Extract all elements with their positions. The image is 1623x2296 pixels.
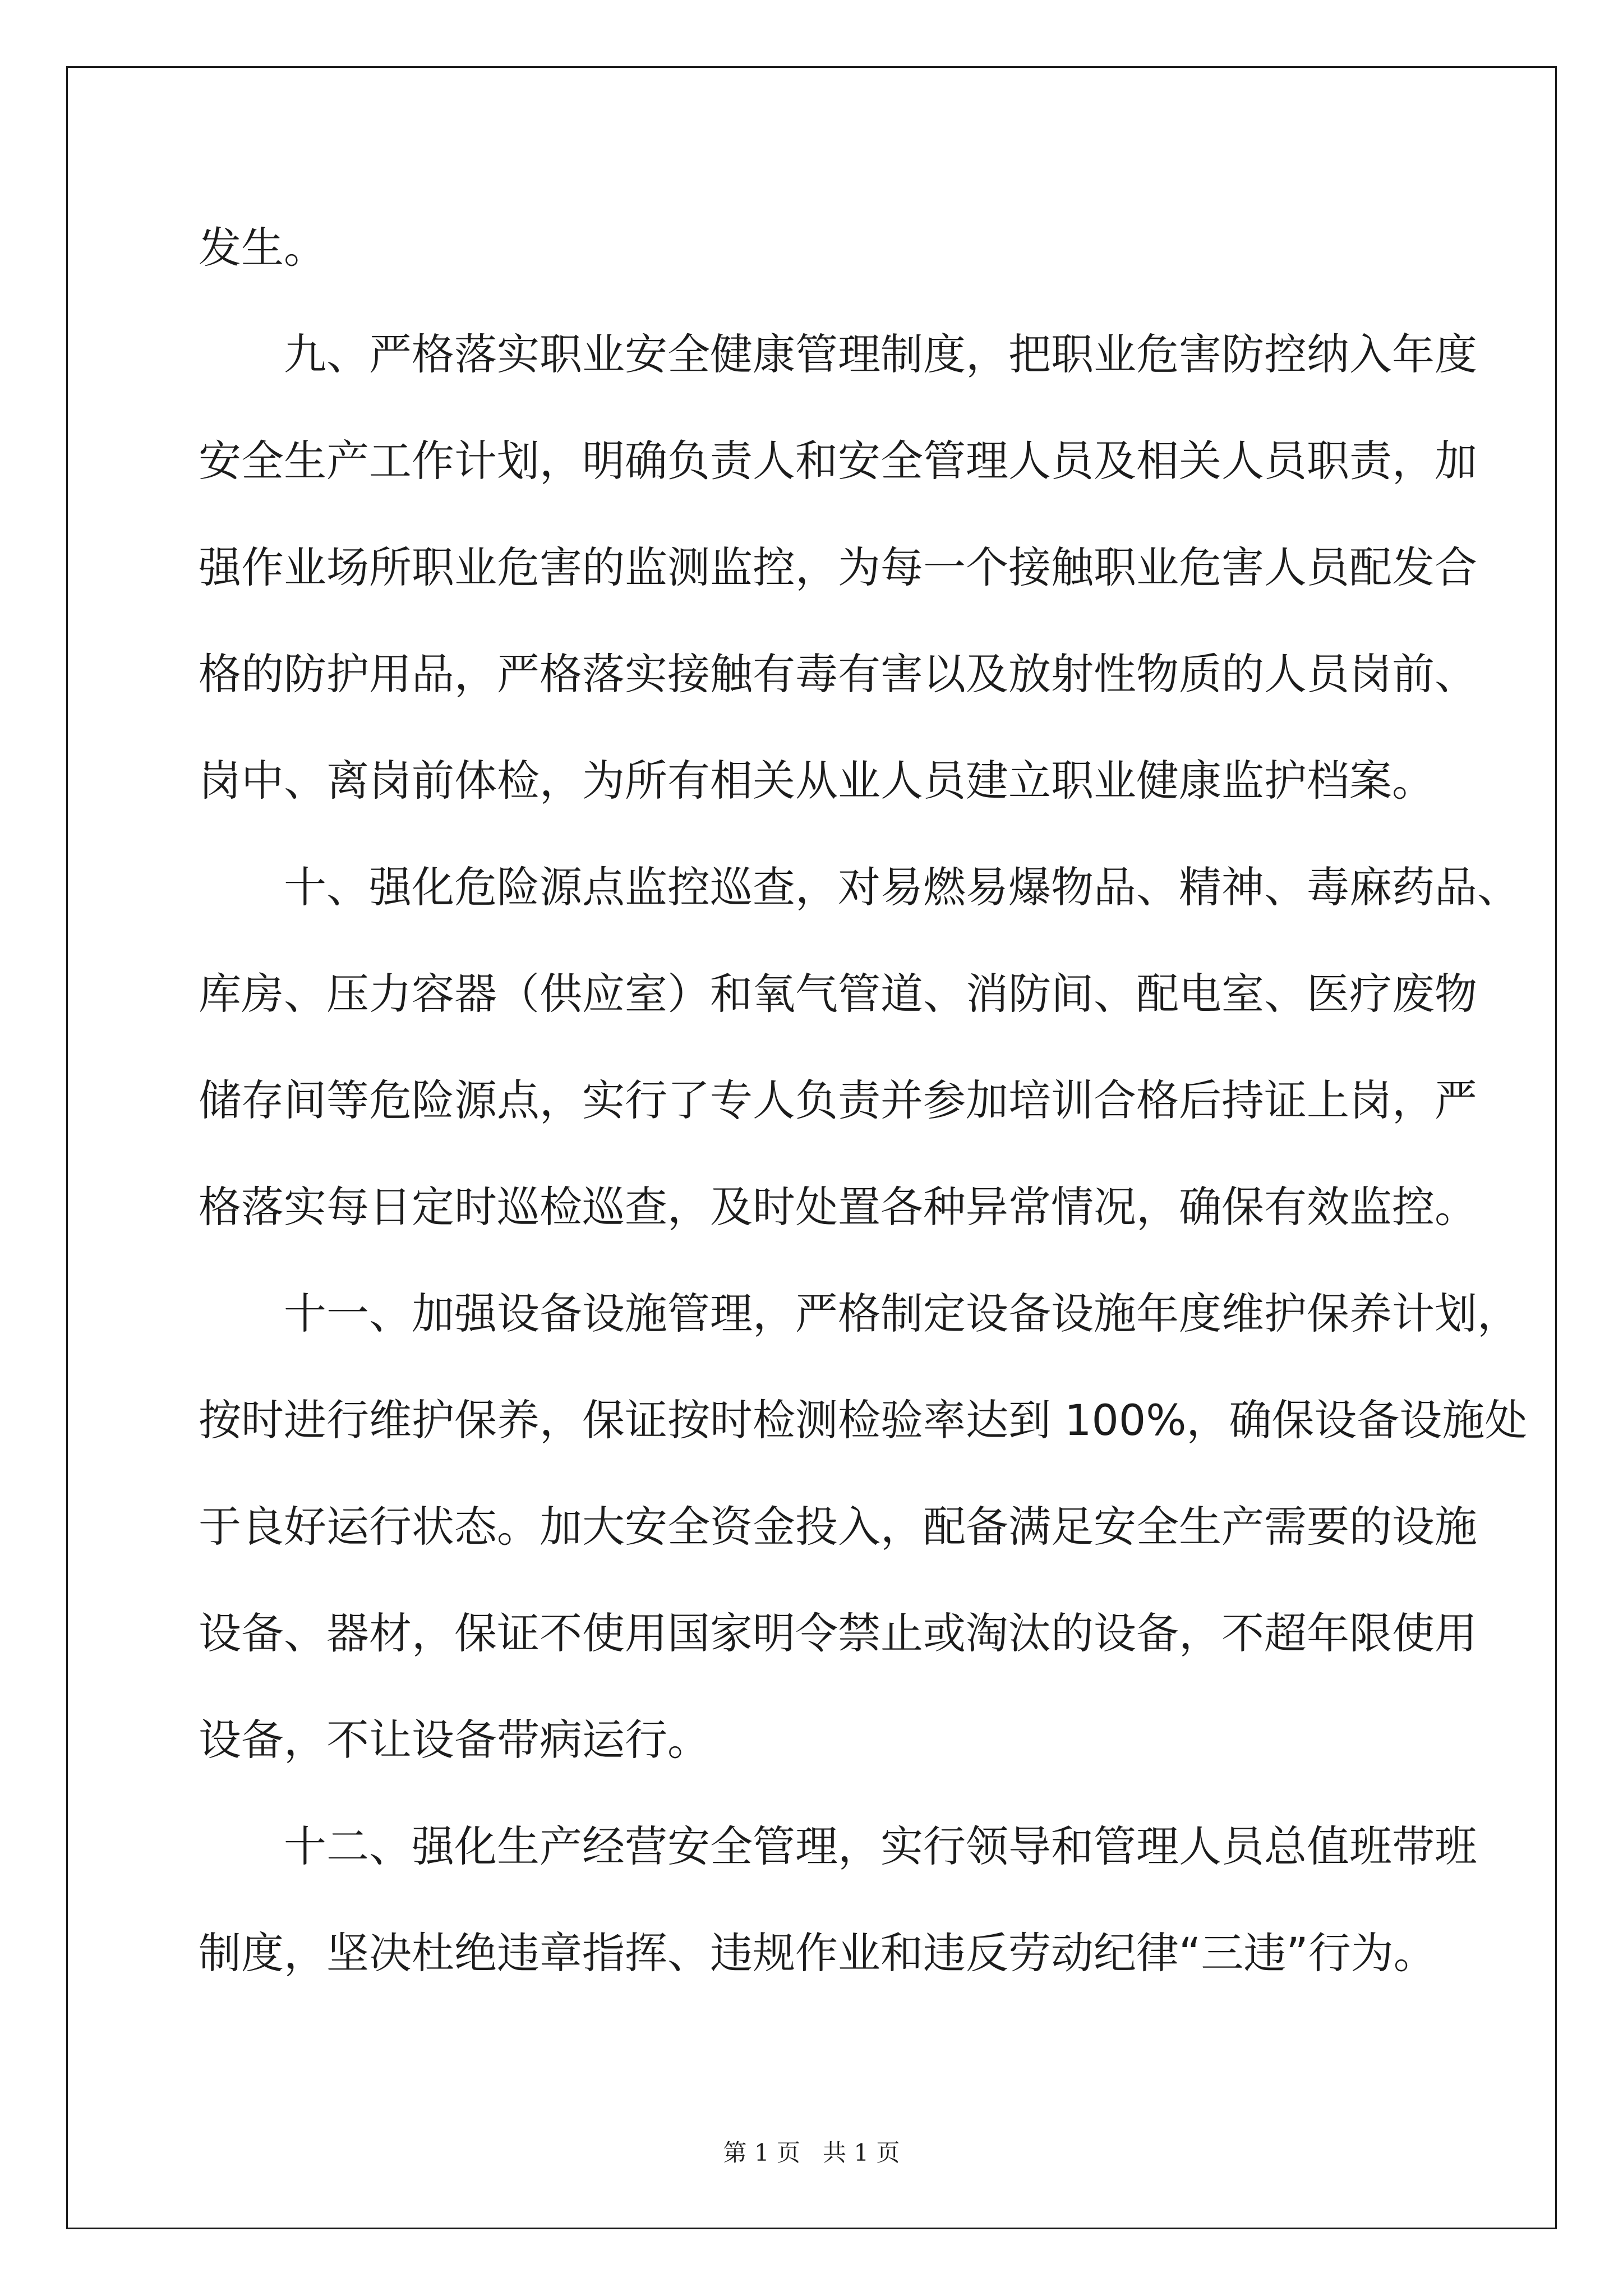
text-line: 发生。 bbox=[199, 223, 326, 273]
text-line: 岗中、离岗前体检，为所有相关从业人员建立职业健康监护档案。 bbox=[199, 756, 1435, 806]
text-line: 十、强化危险源点监控巡查，对易燃易爆物品、精神、毒麻药品、 bbox=[284, 862, 1520, 912]
text-line: 格的防护用品，严格落实接触有毒有害以及放射性物质的人员岗前、 bbox=[199, 649, 1477, 699]
text-line: 按时进行维护保养，保证按时检测检验率达到 100%，确保设备设施处 bbox=[199, 1395, 1528, 1445]
text-line: 于良好运行状态。加大安全资金投入，配备满足安全生产需要的设施 bbox=[199, 1502, 1477, 1552]
text-line: 强作业场所职业危害的监测监控，为每一个接触职业危害人员配发合 bbox=[199, 542, 1477, 592]
text-line: 格落实每日定时巡检巡查，及时处置各种异常情况，确保有效监控。 bbox=[199, 1182, 1477, 1232]
text-line: 储存间等危险源点，实行了专人负责并参加培训合格后持证上岗，严 bbox=[199, 1075, 1477, 1125]
text-line: 库房、压力容器（供应室）和氧气管道、消防间、配电室、医疗废物 bbox=[199, 969, 1477, 1019]
text-line: 设备、器材，保证不使用国家明令禁止或淘汰的设备，不超年限使用 bbox=[199, 1608, 1477, 1658]
page-footer: 第 1 页 共 1 页 bbox=[723, 2139, 900, 2166]
text-line: 十一、加强设备设施管理，严格制定设备设施年度维护保养计划， bbox=[284, 1289, 1520, 1338]
text-line: 设备，不让设备带病运行。 bbox=[199, 1715, 710, 1765]
text-line: 九、严格落实职业安全健康管理制度，把职业危害防控纳入年度 bbox=[284, 329, 1477, 379]
text-line: 十二、强化生产经营安全管理，实行领导和管理人员总值班带班 bbox=[284, 1821, 1477, 1871]
text-line: 制度，坚决杜绝违章指挥、违规作业和违反劳动纪律“三违”行为。 bbox=[199, 1928, 1436, 1978]
text-line: 安全生产工作计划，明确负责人和安全管理人员及相关人员职责，加 bbox=[199, 436, 1477, 486]
